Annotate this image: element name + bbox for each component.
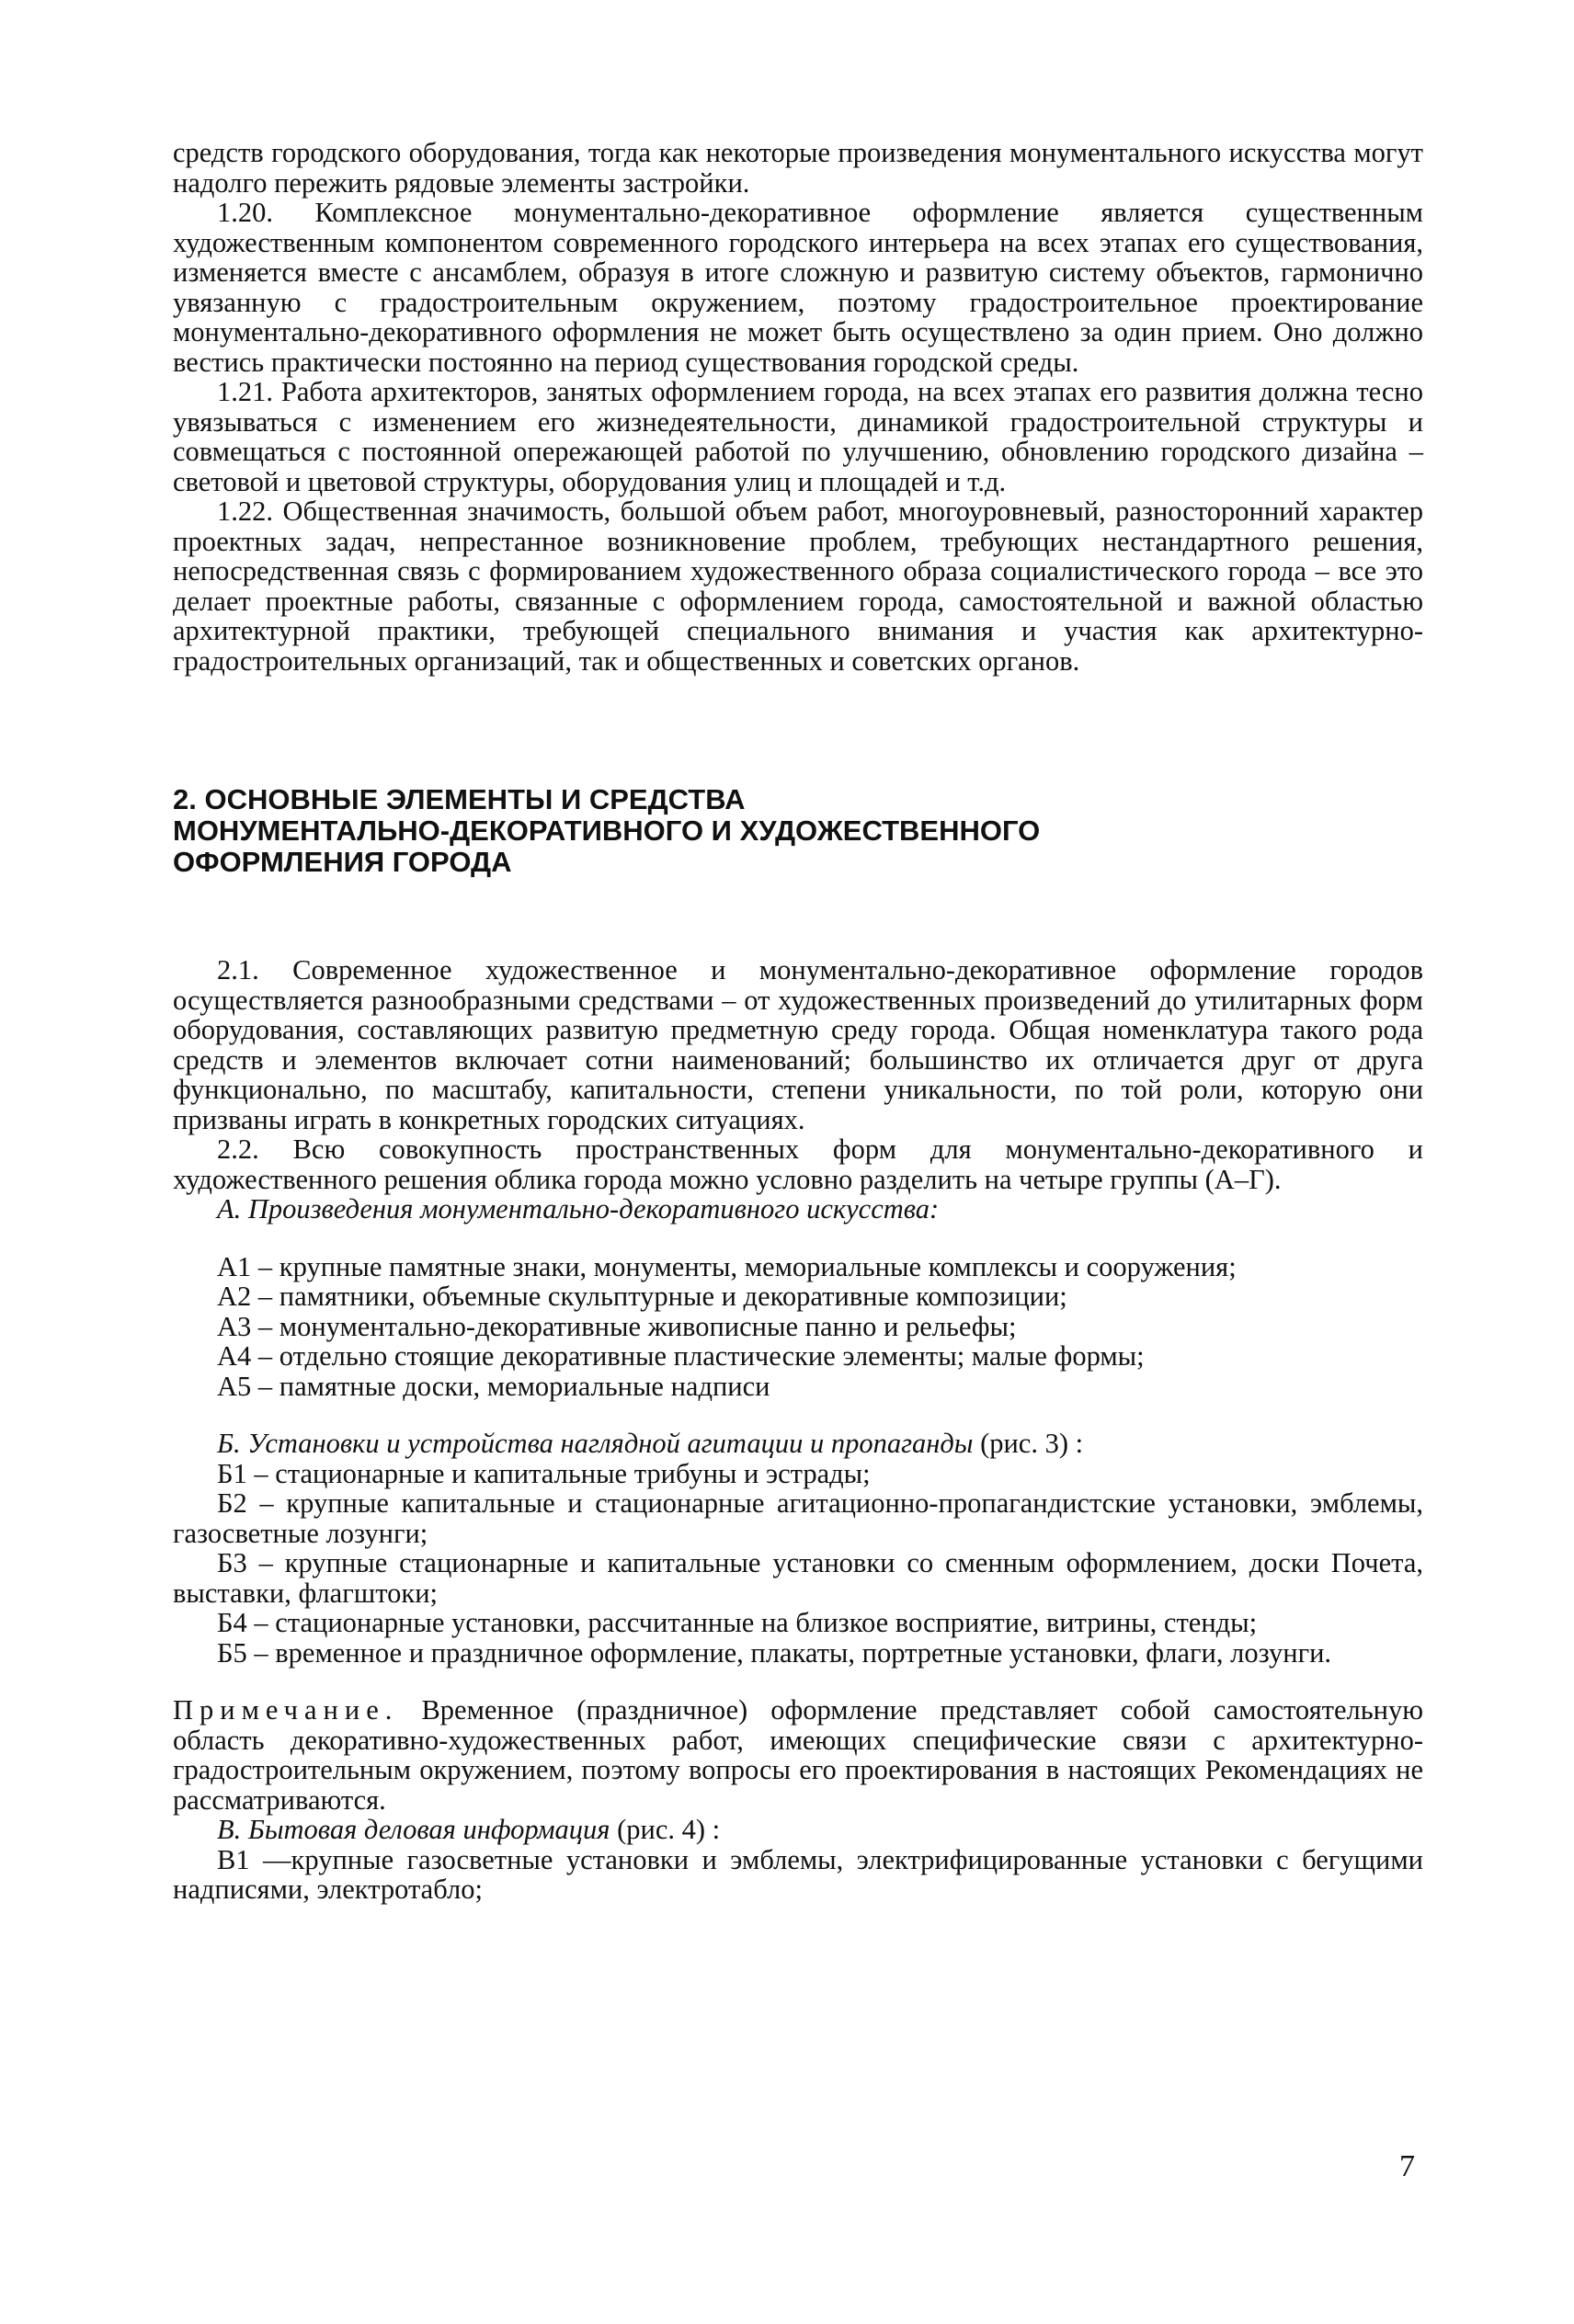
list-item-b4: Б4 – стационарные установки, рассчитанные на близкое восприятие, витрины, стенды; [217,1607,1258,1638]
group-b-figure-ref: (рис. 3) : [973,1428,1084,1459]
list-item-b5: Б5 – временное и праздничное оформление, плакаты, портретные установки, флаги, лозунги. [217,1636,1332,1669]
group-a-title: А. Произведения монументально-декоративного искусства: [217,1193,940,1225]
spacer [173,1668,1423,1695]
group-v-title: В. Бытовая деловая информация [217,1814,610,1845]
group-b-header [173,1429,1423,1459]
group-b-title: Б. Установки и устройства наглядной агитации и пропаганды [217,1428,974,1459]
group-v-header [173,1815,1423,1845]
paragraph-1-20: 1.20. Комплексное монументально-декоративное оформление является существенным художественным компонентом современного городского интерьера на всех этапах его существования, изменяется вместе с ансамблем, образуя в итоге сложную и развитую систему объектов, гармонично увязанную с градостроительным окружением, поэтому градостроительное проектирование монументально-декоративного оформления не может быть осуществлено за один прием. Оно должно вестись практически постоянно на период существования городской среды. [173,197,1423,378]
note-text: Временное (праздничное) оформление представляет собой самостоятельную область декоративно-художественных работ, имеющих специфические связи с архитектурно-градостроительным окружением, поэтому вопросы его проектирования в настоящих Рекомендациях не рассматриваются. [173,1694,1423,1816]
spacer [173,1225,1423,1252]
section-heading-line-2: МОНУМЕНТАЛЬНО-ДЕКОРАТИВНОГО И ХУДОЖЕСТВЕННОГО [173,815,1041,847]
list-item-a3: А3 – монументально-декоративные живописные панно и рельефы; [217,1310,1017,1342]
paragraph-1-22: 1.22. Общественная значимость, большой объем работ, многоуровневый, разносторонний характер проектных задач, непрестанное возникновение проблем, требующих нестандартного решения, непосредственная связь с формированием художественного образа социалистического города – все это делает проектные работы, связанные с оформлением города, самостоятельной и важной областью архитектурной практики, требующей специального внимания и участия как архитектурно-градостроительных организаций, так и общественных и советских органов. [173,496,1423,677]
paragraph-2-1: 2.1. Современное художественное и монументально-декоративное оформление городов осуществляется разнообразными средствами – от художественных произведений до утилитарных форм оборудования, составляющих развитую предметную среду города. Общая номенклатура такого рода средств и элементов включает сотни наименований; большинство их отличается друг от друга функционально, по масштабу, капитальности, степени уникальности, по той роли, которую они призваны играть в конкретных городских ситуациях. [173,954,1423,1135]
section-heading-line-3: ОФОРМЛЕНИЯ ГОРОДА [173,846,512,878]
note-paragraph [173,1695,1423,1815]
page-body [173,138,1423,1905]
list-item-a4: А4 – отдельно стоящие декоративные пластические элементы; малые формы; [217,1340,1145,1372]
list-item-v1: В1 ––крупные газосветные установки и эмблемы, электрифицированные установки с бегущими надписями, электротабло; [173,1843,1423,1905]
list-item-b2: Б2 – крупные капитальные и стационарные агитационно-пропагандистские установки, эмблемы, газосветные лозунги; [173,1487,1423,1549]
paragraph-2-2: 2.2. Всю совокупность пространственных форм для монументально-декоративного и художественного решения облика города можно условно разделить на четыре группы (А–Г). [173,1134,1423,1195]
group-v-figure-ref: (рис. 4) : [610,1814,721,1845]
page-number: 7 [1399,2149,1415,2183]
paragraph-1-21: 1.21. Работа архитекторов, занятых оформлением города, на всех этапах его развития должна тесно увязываться с изменением его жизнедеятельности, динамикой градостроительной структуры и совмещаться с постоянной опережающей работой по улучшению, обновлению городского дизайна – световой и цветовой структуры, оборудования улиц и площадей и т.д. [173,376,1423,497]
list-item-b1: Б1 – стационарные и капитальные трибуны и эстрады; [217,1457,871,1489]
list-item-a2: А2 – памятники, объемные скульптурные и декоративные композиции; [217,1281,1067,1312]
paragraph-intro: средств городского оборудования, тогда как некоторые произведения монументального искусства могут надолго пережить рядовые элементы застройки. [173,137,1423,199]
list-item-a5: А5 – памятные доски, мемориальные надписи [217,1370,770,1402]
section-heading [173,784,1423,878]
spacer [173,1401,1423,1429]
section-heading-line-1: 2. ОСНОВНЫЕ ЭЛЕМЕНТЫ И СРЕДСТВА [173,783,746,815]
list-item-a1: А1 – крупные памятные знаки, монументы, мемориальные комплексы и сооружения; [217,1250,1237,1282]
note-label: Примечание. [173,1694,399,1726]
list-item-b3: Б3 – крупные стационарные и капитальные установки со сменным оформлением, доски Почета, выставки, флагштоки; [173,1547,1423,1609]
